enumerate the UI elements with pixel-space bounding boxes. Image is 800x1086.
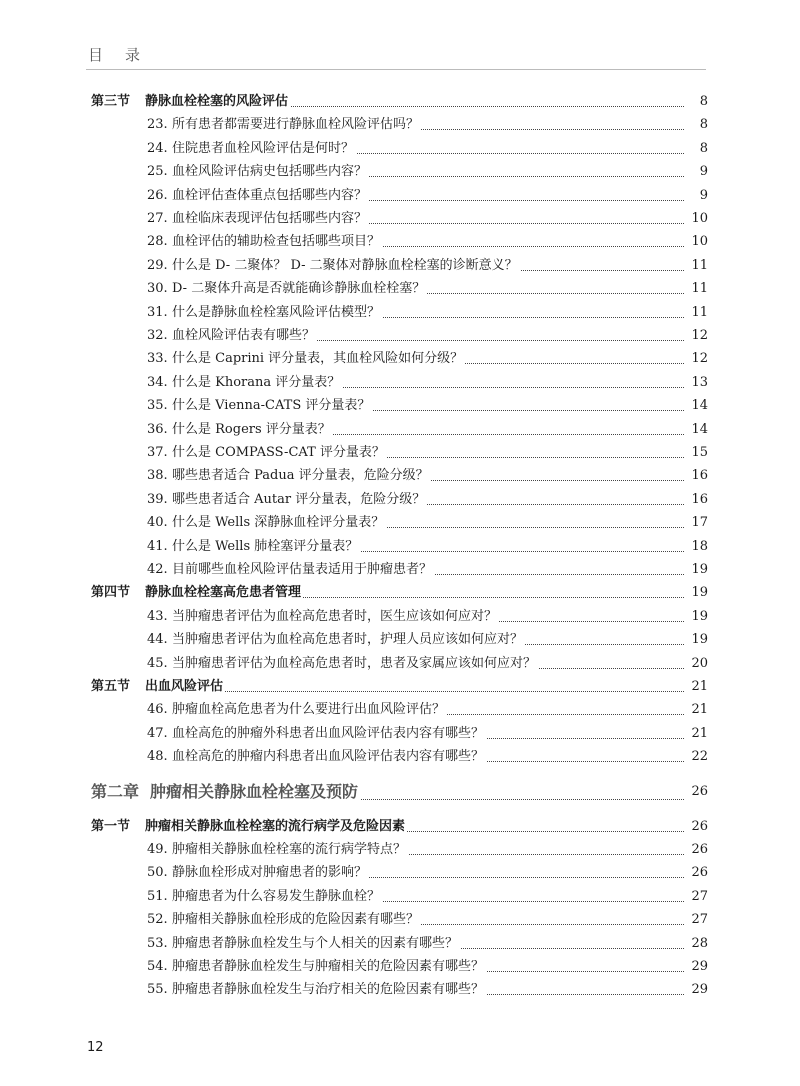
entry-title: 住院患者血栓风险评估是何时？ xyxy=(172,137,356,160)
entry-title: 当肿瘤患者评估为血栓高危患者时，医生应该如何应对？ xyxy=(172,605,499,628)
entry-number: 55. xyxy=(147,978,168,1001)
entry-number: 49. xyxy=(147,838,168,861)
entry-title: 肿瘤相关静脉血栓栓塞及预防 xyxy=(150,777,360,807)
entry-title: 血栓高危的肿瘤外科患者出血风险评估表内容有哪些？ xyxy=(172,722,486,745)
entry-page-number: 27 xyxy=(684,908,708,931)
entry-page-number: 20 xyxy=(684,652,708,675)
toc-question-row[interactable] xyxy=(0,488,800,511)
entry-title: 血栓风险评估病史包括哪些内容？ xyxy=(172,160,369,183)
toc-question-row[interactable] xyxy=(0,418,800,441)
entry-page-number: 18 xyxy=(684,535,708,558)
entry-page-number: 17 xyxy=(684,511,708,534)
toc-question-row[interactable] xyxy=(0,277,800,300)
toc-question-row[interactable] xyxy=(0,254,800,277)
entry-number: 27. xyxy=(147,207,168,230)
entry-title: 什么是 Vienna-CATS 评分量表？ xyxy=(172,394,372,417)
toc-question-row[interactable] xyxy=(0,838,800,861)
entry-number: 48. xyxy=(147,745,168,768)
toc-question-row[interactable] xyxy=(0,184,800,207)
entry-title: 肿瘤血栓高危患者为什么要进行出血风险评估？ xyxy=(172,698,447,721)
entry-number: 第一节 xyxy=(91,815,130,838)
toc-question-row[interactable] xyxy=(0,137,800,160)
entry-page-number: 9 xyxy=(684,184,708,207)
entry-title: 肿瘤相关静脉血栓栓塞的流行病学特点？ xyxy=(172,838,408,861)
entry-title: 什么是 Khorana 评分量表？ xyxy=(172,371,342,394)
entry-page-number: 8 xyxy=(684,90,708,113)
toc-question-row[interactable] xyxy=(0,885,800,908)
running-header: 目录 xyxy=(88,46,163,64)
entry-number: 51. xyxy=(147,885,168,908)
entry-number: 34. xyxy=(147,371,168,394)
toc-question-row[interactable] xyxy=(0,698,800,721)
entry-page-number: 21 xyxy=(684,675,708,698)
entry-title: 目前哪些血栓风险评估量表适用于肿瘤患者？ xyxy=(172,558,434,581)
entry-page-number: 19 xyxy=(684,558,708,581)
entry-number: 第四节 xyxy=(91,581,130,604)
entry-title: 肿瘤患者为什么容易发生静脉血栓？ xyxy=(172,885,382,908)
entry-title: 什么是 D- 二聚体？ D- 二聚体对静脉血栓栓塞的诊断意义？ xyxy=(172,254,520,277)
toc-question-row[interactable] xyxy=(0,324,800,347)
toc-question-row[interactable] xyxy=(0,347,800,370)
toc-question-row[interactable] xyxy=(0,511,800,534)
entry-title: 静脉血栓栓塞高危患者管理 xyxy=(145,581,303,604)
toc-question-row[interactable] xyxy=(0,160,800,183)
toc-question-row[interactable] xyxy=(0,394,800,417)
entry-number: 50. xyxy=(147,861,168,884)
entry-number: 39. xyxy=(147,488,168,511)
entry-number: 37. xyxy=(147,441,168,464)
entry-page-number: 11 xyxy=(684,277,708,300)
entry-page-number: 8 xyxy=(684,137,708,160)
entry-number: 第五节 xyxy=(91,675,130,698)
entry-number: 44. xyxy=(147,628,168,651)
toc-question-row[interactable] xyxy=(0,652,800,675)
entry-page-number: 19 xyxy=(684,581,708,604)
entry-page-number: 26 xyxy=(684,777,708,807)
toc-question-row[interactable] xyxy=(0,535,800,558)
entry-title: 所有患者都需要进行静脉血栓风险评估吗？ xyxy=(172,113,421,136)
entry-number: 25. xyxy=(147,160,168,183)
entry-number: 46. xyxy=(147,698,168,721)
entry-number: 30. xyxy=(147,277,168,300)
entry-page-number: 9 xyxy=(684,160,708,183)
entry-page-number: 19 xyxy=(684,605,708,628)
entry-number: 40. xyxy=(147,511,168,534)
entry-title: 静脉血栓形成对肿瘤患者的影响？ xyxy=(172,861,369,884)
entry-title: 肿瘤相关静脉血栓形成的危险因素有哪些？ xyxy=(172,908,421,931)
entry-page-number: 13 xyxy=(684,371,708,394)
entry-number: 41. xyxy=(147,535,168,558)
entry-number: 42. xyxy=(147,558,168,581)
entry-number: 47. xyxy=(147,722,168,745)
entry-page-number: 11 xyxy=(684,254,708,277)
entry-number: 54. xyxy=(147,955,168,978)
entry-page-number: 21 xyxy=(684,698,708,721)
entry-page-number: 11 xyxy=(684,301,708,324)
toc-section-row[interactable] xyxy=(0,815,800,838)
toc-question-row[interactable] xyxy=(0,207,800,230)
entry-page-number: 27 xyxy=(684,885,708,908)
entry-number: 第三节 xyxy=(91,90,130,113)
entry-title: 什么是静脉血栓栓塞风险评估模型？ xyxy=(172,301,382,324)
entry-page-number: 16 xyxy=(684,464,708,487)
toc-question-row[interactable] xyxy=(0,558,800,581)
entry-number: 45. xyxy=(147,652,168,675)
entry-number: 31. xyxy=(147,301,168,324)
toc-section-row[interactable] xyxy=(0,90,800,113)
toc-question-row[interactable] xyxy=(0,628,800,651)
entry-page-number: 26 xyxy=(684,838,708,861)
toc-question-row[interactable] xyxy=(0,722,800,745)
entry-page-number: 29 xyxy=(684,955,708,978)
entry-title: 血栓评估的辅助检查包括哪些项目？ xyxy=(172,230,382,253)
entry-title: 血栓临床表现评估包括哪些内容？ xyxy=(172,207,369,230)
entry-page-number: 14 xyxy=(684,394,708,417)
entry-title: 什么是 Wells 肺栓塞评分量表？ xyxy=(172,535,360,558)
entry-page-number: 8 xyxy=(684,113,708,136)
entry-title: 肿瘤患者静脉血栓发生与肿瘤相关的危险因素有哪些？ xyxy=(172,955,486,978)
entry-page-number: 12 xyxy=(684,347,708,370)
entry-number: 43. xyxy=(147,605,168,628)
entry-number: 53. xyxy=(147,932,168,955)
entry-page-number: 16 xyxy=(684,488,708,511)
entry-number: 32. xyxy=(147,324,168,347)
toc-section-row[interactable] xyxy=(0,581,800,604)
entry-page-number: 12 xyxy=(684,324,708,347)
entry-title: 哪些患者适合 Padua 评分量表，危险分级？ xyxy=(172,464,431,487)
entry-number: 26. xyxy=(147,184,168,207)
entry-number: 23. xyxy=(147,113,168,136)
toc-question-row[interactable] xyxy=(0,371,800,394)
entry-title: 什么是 Caprini 评分量表，其血栓风险如何分级？ xyxy=(172,347,465,370)
entry-page-number: 26 xyxy=(684,861,708,884)
entry-title: 出血风险评估 xyxy=(145,675,225,698)
entry-page-number: 28 xyxy=(684,932,708,955)
entry-title: 什么是 Wells 深静脉血栓评分量表？ xyxy=(172,511,386,534)
entry-title: 血栓风险评估表有哪些？ xyxy=(172,324,317,347)
entry-number: 38. xyxy=(147,464,168,487)
entry-title: 哪些患者适合 Autar 评分量表，危险分级？ xyxy=(172,488,427,511)
entry-page-number: 14 xyxy=(684,418,708,441)
toc-question-row[interactable] xyxy=(0,605,800,628)
entry-page-number: 10 xyxy=(684,207,708,230)
toc-question-row[interactable] xyxy=(0,908,800,931)
entry-page-number: 22 xyxy=(684,745,708,768)
toc-section-row[interactable] xyxy=(0,675,800,698)
entry-title: 当肿瘤患者评估为血栓高危患者时，患者及家属应该如何应对？ xyxy=(172,652,538,675)
entry-page-number: 15 xyxy=(684,441,708,464)
entry-title: D- 二聚体升高是否就能确诊静脉血栓栓塞？ xyxy=(172,277,427,300)
entry-number: 24. xyxy=(147,137,168,160)
entry-number: 第二章 xyxy=(91,777,139,807)
entry-page-number: 10 xyxy=(684,230,708,253)
toc-question-row[interactable] xyxy=(0,464,800,487)
entry-title: 肿瘤患者静脉血栓发生与治疗相关的危险因素有哪些？ xyxy=(172,978,486,1001)
toc-question-row[interactable] xyxy=(0,745,800,768)
entry-title: 血栓高危的肿瘤内科患者出血风险评估表内容有哪些？ xyxy=(172,745,486,768)
header-rule xyxy=(86,69,706,70)
toc-question-row[interactable] xyxy=(0,301,800,324)
entry-number: 52. xyxy=(147,908,168,931)
toc-question-row[interactable] xyxy=(0,978,800,1001)
entry-page-number: 26 xyxy=(684,815,708,838)
entry-title: 肿瘤相关静脉血栓栓塞的流行病学及危险因素 xyxy=(145,815,407,838)
toc-question-row[interactable] xyxy=(0,230,800,253)
entry-page-number: 21 xyxy=(684,722,708,745)
toc-question-row[interactable] xyxy=(0,861,800,884)
entry-number: 33. xyxy=(147,347,168,370)
entry-title: 当肿瘤患者评估为血栓高危患者时，护理人员应该如何应对？ xyxy=(172,628,525,651)
entry-title: 静脉血栓栓塞的风险评估 xyxy=(145,90,290,113)
dot-leader xyxy=(145,690,700,692)
entry-number: 36. xyxy=(147,418,168,441)
entry-title: 什么是 Rogers 评分量表？ xyxy=(172,418,333,441)
toc-chapter-row[interactable] xyxy=(0,777,800,807)
entry-number: 29. xyxy=(147,254,168,277)
entry-number: 35. xyxy=(147,394,168,417)
entry-page-number: 19 xyxy=(684,628,708,651)
page-number: 12 xyxy=(87,1040,104,1055)
entry-number: 28. xyxy=(147,230,168,253)
toc-question-row[interactable] xyxy=(0,441,800,464)
entry-title: 肿瘤患者静脉血栓发生与个人相关的因素有哪些？ xyxy=(172,932,460,955)
entry-title: 什么是 COMPASS-CAT 评分量表？ xyxy=(172,441,387,464)
entry-page-number: 29 xyxy=(684,978,708,1001)
toc-question-row[interactable] xyxy=(0,955,800,978)
toc-question-row[interactable] xyxy=(0,113,800,136)
toc-question-row[interactable] xyxy=(0,932,800,955)
entry-title: 血栓评估查体重点包括哪些内容？ xyxy=(172,184,369,207)
